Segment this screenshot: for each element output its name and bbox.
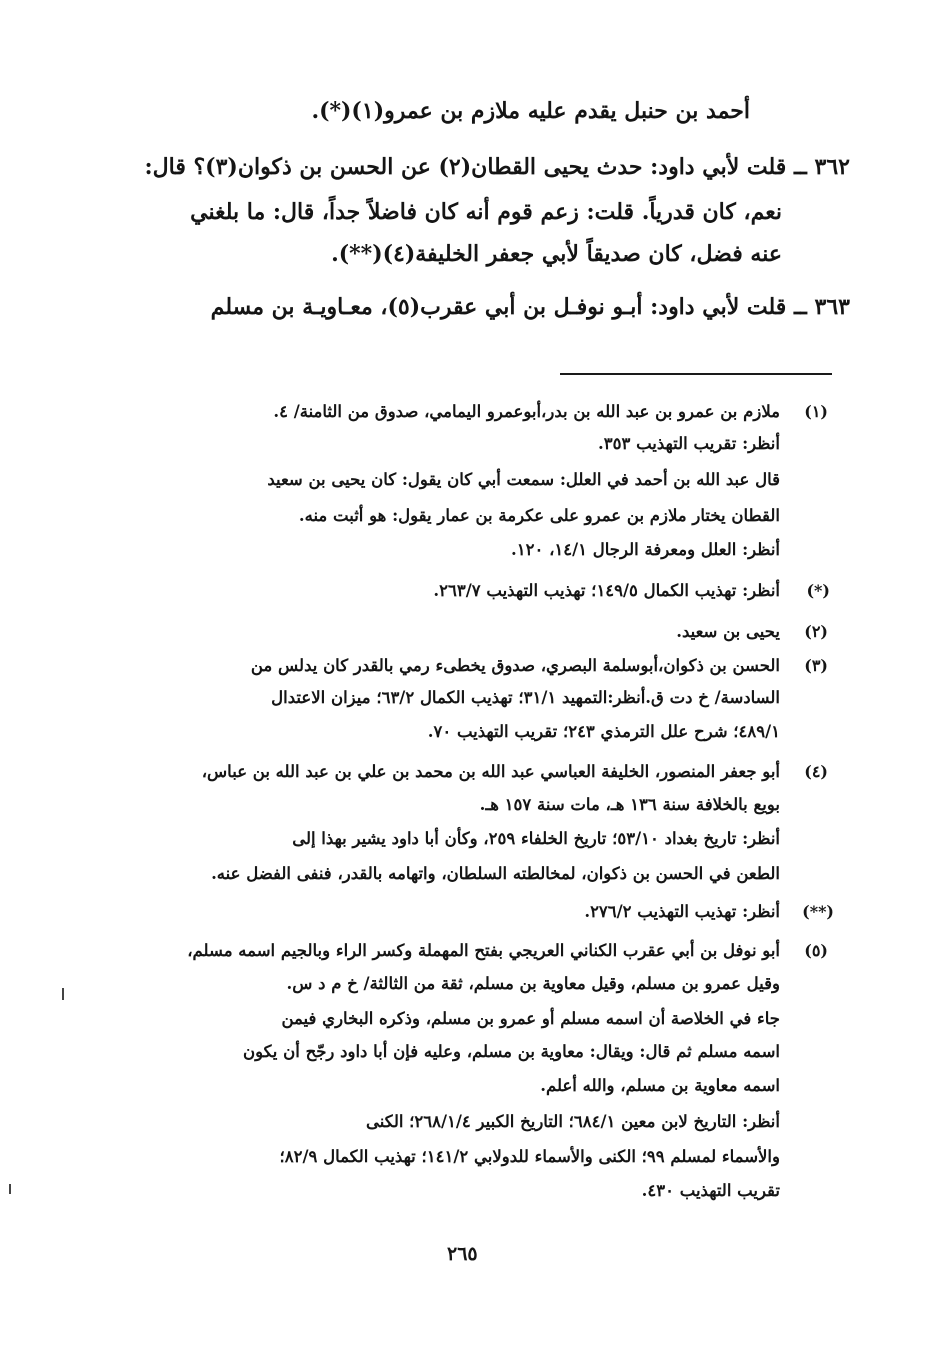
footnote-line: تقريب التهذيب ٤٣٠. [641, 1181, 780, 1200]
footnote-line: جاء في الخلاصة أن اسمه مسلم أو عمرو بن مسلم، وذكره البخاري فيمن [281, 1009, 780, 1028]
footnote-line: أنظر: التاريخ لابن معين ٦٨٤/١؛ التاريخ الكبير ٢٦٨/١/٤؛ الكنى [365, 1112, 780, 1131]
footnote-line: أنظر: العلل ومعرفة الرجال ١٤/١، ١٢٠. [511, 540, 780, 559]
footnote-marker: (١) [804, 402, 828, 421]
footnote-line: وقيل عمرو بن مسلم، وقيل معاوية بن مسلم، ثقة من الثالثة/ خ م د س. [286, 974, 780, 993]
entry-363-line: ٣٦٣ ــ قلت لأبي داود: أبـو نوفـل بن أبي عقرب(٥)، معـاويـة بن مسلم [210, 294, 850, 320]
main-text-line: نعم، كان قدرياً. قلت: زعم قوم أنه كان فاضلاً جداً، قال: ما بلغني [190, 199, 782, 225]
scan-mark [9, 1184, 11, 1194]
footnote-marker: (٥) [804, 941, 828, 960]
footnote-line: الطعن في الحسن بن ذكوان، لمخالطته السلطان، واتهامه بالقدر، فنفى الفضل عنه. [211, 864, 780, 883]
footnote-line: القطان يختار ملازم بن عمرو على عكرمة بن عمار يقول: هو أثبت منه. [298, 506, 780, 525]
footnote-line: أنظر: تهذيب الكمال ١٤٩/٥؛ تهذيب التهذيب ٢٦٣/٧. [433, 581, 780, 600]
footnote-marker: (٤) [804, 762, 828, 781]
footnote-marker: (*) [806, 581, 830, 600]
footnote-line: أبو جعفر المنصور، الخليفة العباسي عبد الله بن محمد بن علي بن عبد الله بن عباس، [201, 762, 780, 781]
footnote-marker: (**) [802, 902, 834, 921]
footnote-line: أنظر: تهذيب التهذيب ٢٧٦/٢. [584, 902, 780, 921]
footnote-line: السادسة/ خ دت ق.أنظر:التمهيد ٣١/١؛ تهذيب الكمال ٦٣/٢؛ ميزان الاعتدال [271, 688, 780, 707]
scan-mark [62, 988, 64, 1000]
footnote-line: بويع بالخلافة سنة ١٣٦ هـ، مات سنة ١٥٧ هـ. [479, 795, 780, 814]
footnote-line: والأسماء لمسلم ٩٩؛ الكنى والأسماء للدولابي ١٤١/٢؛ تهذيب الكمال ٨٢/٩؛ [279, 1147, 780, 1166]
page-number: ٢٦٥ [447, 1243, 478, 1265]
main-text-line: عنه فضل، كان صديقاً لأبي جعفر الخليفة(٤)(**). [331, 241, 782, 267]
entry-362-line: ٣٦٢ ــ قلت لأبي داود: حدث يحيى القطان(٢) عن الحسن بن ذكوان(٣)؟ قال: [144, 154, 850, 180]
footnote-marker: (٢) [804, 622, 828, 641]
footnote-separator [560, 373, 832, 375]
footnote-line: يحيى بن سعيد. [676, 622, 780, 641]
main-text-line: أحمد بن حنبل يقدم عليه ملازم بن عمرو(١)(*). [311, 98, 750, 124]
footnote-line: ٤٨٩/١؛ شرح علل الترمذي ٢٤٣؛ تقريب التهذيب ٧٠. [427, 722, 780, 741]
footnote-line: أبو نوفل بن أبي عقرب الكناني العريجي بفتح المهملة وكسر الراء وبالجيم اسمه مسلم، [187, 941, 780, 960]
footnote-line: أنظر: تقريب التهذيب ٣٥٣. [598, 434, 780, 453]
footnote-line: اسمه مسلم ثم قال: ويقال: معاوية بن مسلم، وعليه فإن أبا داود رجّح أن يكون [243, 1042, 780, 1061]
footnote-line: ملازم بن عمرو بن عبد الله بن بدر،أبوعمرو اليمامي، صدوق من الثامنة/ ٤. [273, 402, 780, 421]
footnote-line: قال عبد الله بن أحمد في العلل: سمعت أبي كان يقول: كان يحيى بن سعيد [267, 470, 780, 489]
footnote-marker: (٣) [804, 656, 828, 675]
footnote-line: الحسن بن ذكوان،أبوسلمة البصري، صدوق يخطىء رمي بالقدر كان يدلس من [250, 656, 780, 675]
footnote-line: أنظر: تاريخ بغداد ٥٣/١٠؛ تاريخ الخلفاء ٢٥٩، وكأن أبا داود يشير بهذا إلى [292, 829, 780, 848]
footnote-line: اسمه معاوية بن مسلم، والله أعلم. [540, 1076, 780, 1095]
